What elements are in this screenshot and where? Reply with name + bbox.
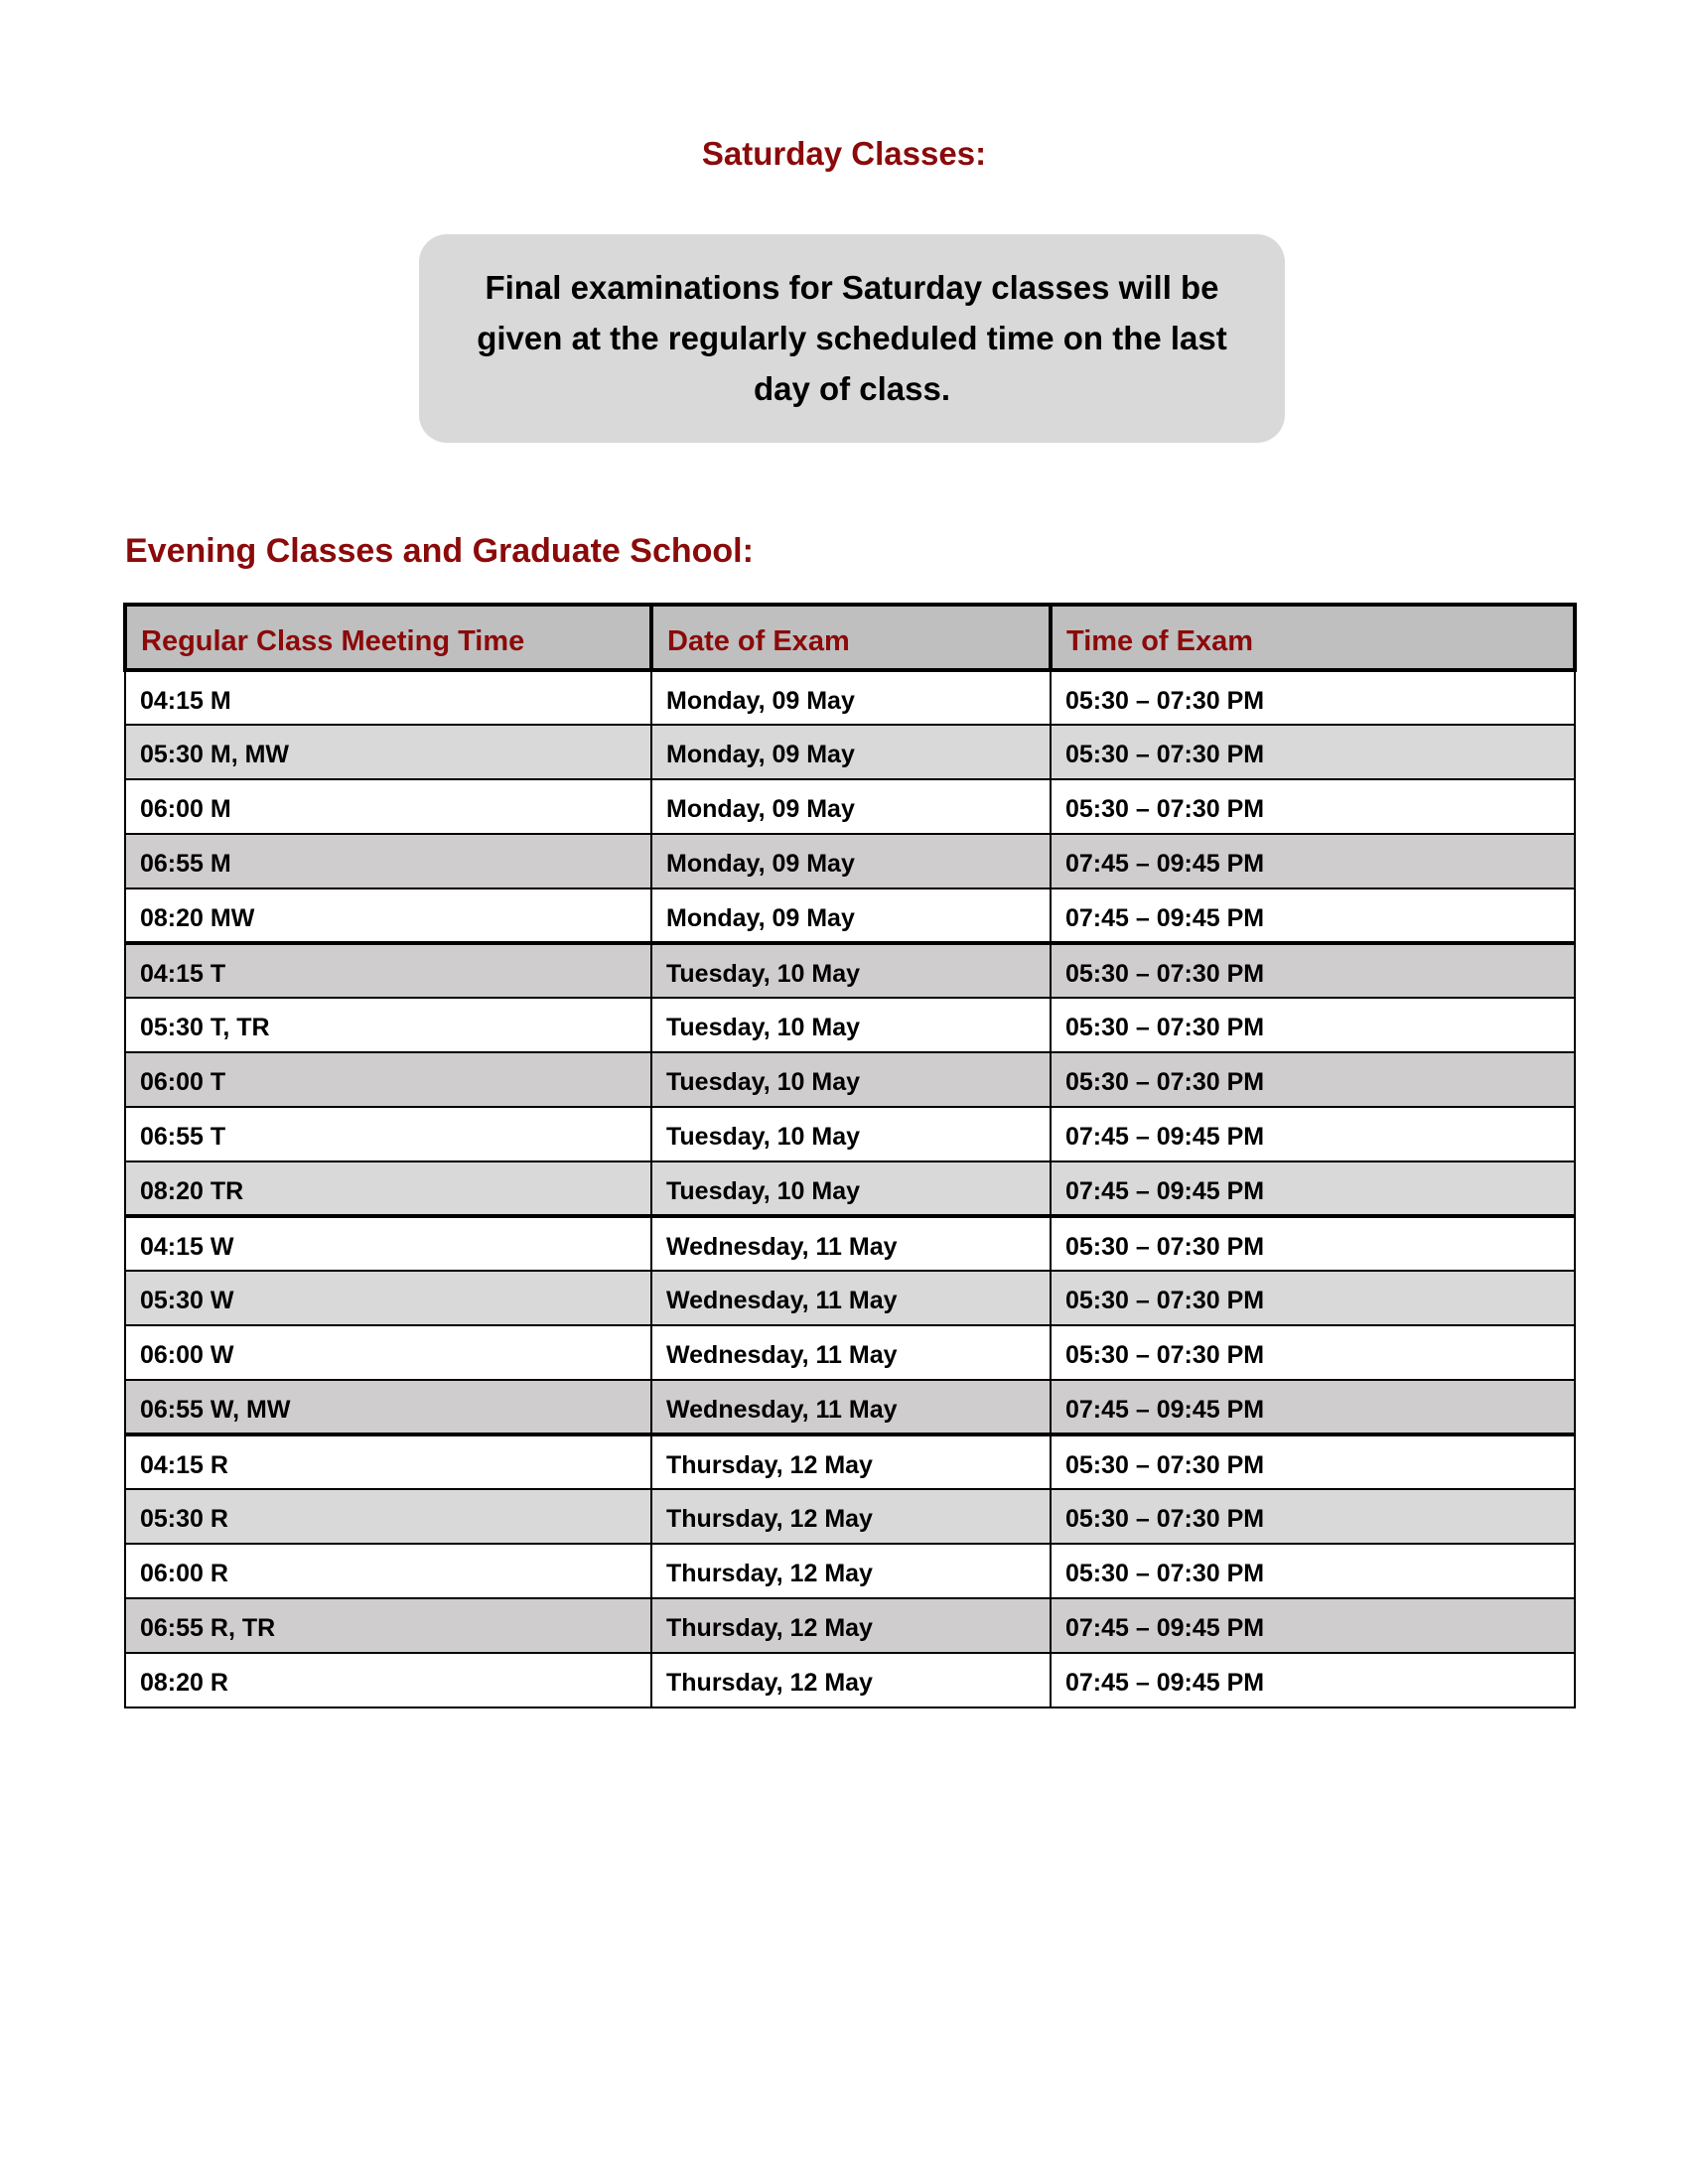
meeting-time-cell: 06:55 T bbox=[125, 1107, 651, 1161]
exam-date-cell: Monday, 09 May bbox=[651, 670, 1051, 725]
exam-date-cell: Tuesday, 10 May bbox=[651, 1107, 1051, 1161]
meeting-time-cell: 06:55 R, TR bbox=[125, 1598, 651, 1653]
saturday-heading: Saturday Classes: bbox=[701, 135, 987, 172]
meeting-time-cell: 04:15 T bbox=[125, 943, 651, 998]
table-row bbox=[125, 1653, 1575, 1707]
exam-time-cell: 07:45 – 09:45 PM bbox=[1051, 834, 1575, 888]
table-row bbox=[125, 1325, 1575, 1380]
table-row bbox=[125, 834, 1575, 888]
meeting-time-cell: 04:15 R bbox=[125, 1434, 651, 1489]
exam-date-cell: Thursday, 12 May bbox=[651, 1544, 1051, 1598]
exam-time-cell: 05:30 – 07:30 PM bbox=[1051, 1434, 1575, 1489]
saturday-notice-box bbox=[419, 234, 1285, 443]
exam-date-cell: Monday, 09 May bbox=[651, 888, 1051, 943]
exam-time-cell: 07:45 – 09:45 PM bbox=[1051, 1653, 1575, 1707]
table-row bbox=[125, 998, 1575, 1052]
exam-time-cell: 07:45 – 09:45 PM bbox=[1051, 1380, 1575, 1434]
exam-date-cell: Thursday, 12 May bbox=[651, 1489, 1051, 1544]
exam-date-cell: Wednesday, 11 May bbox=[651, 1216, 1051, 1271]
table-row bbox=[125, 1052, 1575, 1107]
exam-time-cell: 05:30 – 07:30 PM bbox=[1051, 670, 1575, 725]
exam-time-cell: 05:30 – 07:30 PM bbox=[1051, 943, 1575, 998]
exam-time-cell: 05:30 – 07:30 PM bbox=[1051, 998, 1575, 1052]
exam-schedule-table bbox=[123, 603, 1577, 1708]
exam-time-cell: 05:30 – 07:30 PM bbox=[1051, 1271, 1575, 1325]
exam-date-cell: Tuesday, 10 May bbox=[651, 1052, 1051, 1107]
column-header-exam-time: Time of Exam bbox=[1051, 605, 1575, 670]
exam-date-cell: Wednesday, 11 May bbox=[651, 1380, 1051, 1434]
table-row bbox=[125, 1380, 1575, 1434]
exam-time-cell: 07:45 – 09:45 PM bbox=[1051, 1598, 1575, 1653]
exam-time-cell: 07:45 – 09:45 PM bbox=[1051, 888, 1575, 943]
table-row bbox=[125, 1271, 1575, 1325]
meeting-time-cell: 05:30 M, MW bbox=[125, 725, 651, 779]
table-row bbox=[125, 1434, 1575, 1489]
exam-date-cell: Wednesday, 11 May bbox=[651, 1271, 1051, 1325]
table-row bbox=[125, 888, 1575, 943]
meeting-time-cell: 06:00 T bbox=[125, 1052, 651, 1107]
exam-date-cell: Tuesday, 10 May bbox=[651, 998, 1051, 1052]
table-row bbox=[125, 1544, 1575, 1598]
exam-date-cell: Thursday, 12 May bbox=[651, 1598, 1051, 1653]
meeting-time-cell: 08:20 TR bbox=[125, 1161, 651, 1216]
column-header-meeting-time: Regular Class Meeting Time bbox=[125, 605, 651, 670]
column-header-exam-date: Date of Exam bbox=[651, 605, 1051, 670]
meeting-time-cell: 08:20 MW bbox=[125, 888, 651, 943]
meeting-time-cell: 06:55 M bbox=[125, 834, 651, 888]
table-header-row bbox=[125, 605, 1575, 670]
meeting-time-cell: 04:15 M bbox=[125, 670, 651, 725]
table-row bbox=[125, 725, 1575, 779]
exam-date-cell: Monday, 09 May bbox=[651, 834, 1051, 888]
exam-date-cell: Thursday, 12 May bbox=[651, 1653, 1051, 1707]
table-row bbox=[125, 1107, 1575, 1161]
meeting-time-cell: 05:30 T, TR bbox=[125, 998, 651, 1052]
exam-time-cell: 05:30 – 07:30 PM bbox=[1051, 779, 1575, 834]
exam-date-cell: Tuesday, 10 May bbox=[651, 943, 1051, 998]
exam-date-cell: Thursday, 12 May bbox=[651, 1434, 1051, 1489]
table-row bbox=[125, 1216, 1575, 1271]
table-row bbox=[125, 670, 1575, 725]
meeting-time-cell: 06:55 W, MW bbox=[125, 1380, 651, 1434]
exam-time-cell: 07:45 – 09:45 PM bbox=[1051, 1161, 1575, 1216]
meeting-time-cell: 04:15 W bbox=[125, 1216, 651, 1271]
table-row bbox=[125, 943, 1575, 998]
table-row bbox=[125, 779, 1575, 834]
exam-time-cell: 05:30 – 07:30 PM bbox=[1051, 1216, 1575, 1271]
exam-date-cell: Wednesday, 11 May bbox=[651, 1325, 1051, 1380]
exam-time-cell: 05:30 – 07:30 PM bbox=[1051, 1325, 1575, 1380]
meeting-time-cell: 05:30 W bbox=[125, 1271, 651, 1325]
saturday-notice-text: Final examinations for Saturday classes will be given at the regularly scheduled time on the last day of class. bbox=[477, 269, 1227, 407]
exam-time-cell: 05:30 – 07:30 PM bbox=[1051, 1052, 1575, 1107]
meeting-time-cell: 08:20 R bbox=[125, 1653, 651, 1707]
table-row bbox=[125, 1489, 1575, 1544]
meeting-time-cell: 06:00 R bbox=[125, 1544, 651, 1598]
table-body bbox=[125, 670, 1575, 1707]
meeting-time-cell: 06:00 M bbox=[125, 779, 651, 834]
exam-date-cell: Tuesday, 10 May bbox=[651, 1161, 1051, 1216]
exam-time-cell: 05:30 – 07:30 PM bbox=[1051, 1489, 1575, 1544]
exam-time-cell: 05:30 – 07:30 PM bbox=[1051, 725, 1575, 779]
table-row bbox=[125, 1161, 1575, 1216]
exam-date-cell: Monday, 09 May bbox=[651, 779, 1051, 834]
evening-heading: Evening Classes and Graduate School: bbox=[125, 532, 754, 570]
table-row bbox=[125, 1598, 1575, 1653]
meeting-time-cell: 05:30 R bbox=[125, 1489, 651, 1544]
exam-date-cell: Monday, 09 May bbox=[651, 725, 1051, 779]
meeting-time-cell: 06:00 W bbox=[125, 1325, 651, 1380]
exam-time-cell: 07:45 – 09:45 PM bbox=[1051, 1107, 1575, 1161]
exam-time-cell: 05:30 – 07:30 PM bbox=[1051, 1544, 1575, 1598]
